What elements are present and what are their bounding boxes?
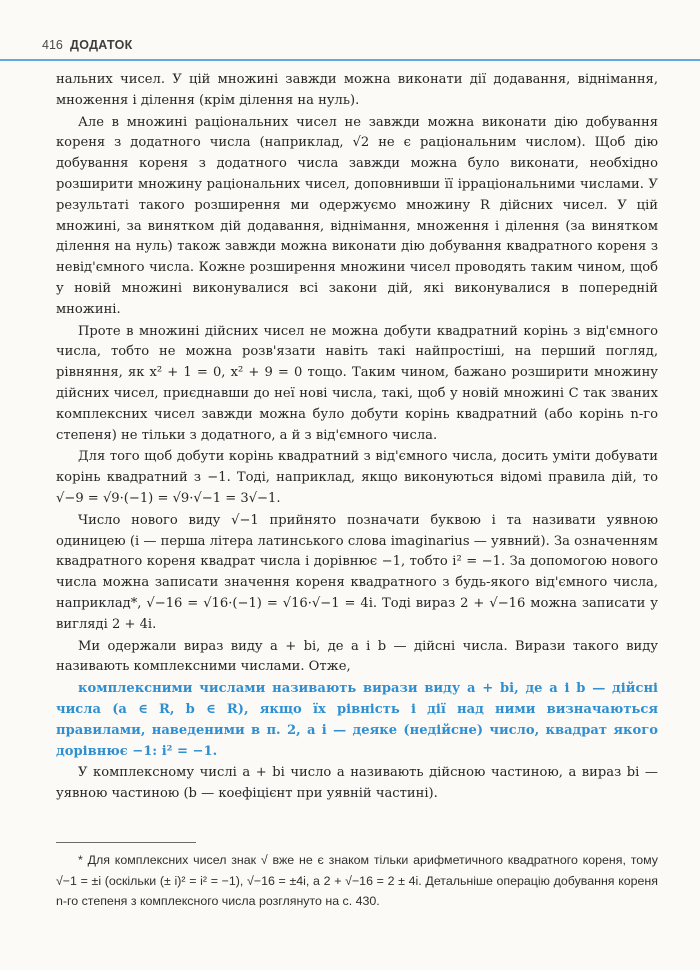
- page-body: [56, 70, 658, 805]
- paragraph: Ми одержали вираз виду a + bi, де a і b — дійсні числа. Вирази такого виду називають комплексними числами. Отже,: [56, 638, 658, 675]
- definition-box: комплексними числами називають вирази виду a + bi, де a і b — дійсні числа (a ∈ R, b ∈ R), якщо їх рівність і дії над ними визначаються правилами, наведеними в п. 2, а i — деяке (недійсне) число, квадрат якого дорівнює −1: i² = −1.: [56, 681, 658, 759]
- footnote-text: * Для комплексних чисел знак √ вже не є знаком тільки арифметичного квадратного кореня, тому √−1 = ±i (оскільки (± i)² = i² = −1), √−16 = ±4i, а 2 + √−16 = 2 ± 4i. Детальніше операцію добування кореня n-го степеня з комплексного числа розглянуто на с. 430.: [56, 853, 658, 909]
- page-header: [0, 0, 700, 70]
- footnote: [56, 850, 658, 912]
- section-title: ДОДАТОК: [70, 38, 133, 52]
- footnote-rule: [56, 842, 196, 843]
- paragraph: Для того щоб добути корінь квадратний з від'ємного числа, досить уміти добувати корінь квадратний з −1. Тоді, наприклад, якщо виконуються відомі правила дій, то √−9 = √9·(−1) = √9·√−1 = 3√−1.: [56, 449, 658, 506]
- paragraph: У комплексному числі a + bi число a називають дійсною частиною, а вираз bi — уявною частиною (b — коефіцієнт при уявній частині).: [56, 765, 658, 802]
- page-number: 416: [42, 38, 63, 52]
- paragraph: Проте в множині дійсних чисел не можна добути квадратний корінь з від'ємного числа, тобто не можна розв'язати навіть такі найпростіші, на перший погляд, рівняння, як x² + 1 = 0, x² + 9 = 0 тощо. Таким чином, бажано розширити множину дійсних чисел, приєднавши до неї нові числа, такі, щоб у новій множині C так званих комплексних чисел завжди можна було добути корінь квадратний (або корінь n-го степеня) не тільки з додатного, а й з від'ємного числа.: [56, 323, 658, 443]
- paragraph: Але в множині раціональних чисел не завжди можна виконати дію добування кореня з додатного числа (наприклад, √2 не є раціональним числом). Щоб дію добування кореня з додатного числа завжди можна було виконати, необхідно розширити множину раціональних чисел, доповнивши її ірраціональними числами. У результаті такого розширення ми одержуємо множину R дійсних чисел. У цій множині, за винятком дій додавання, віднімання, множення і ділення (за винятком ділення на нуль) також завжди можна виконати дію добування квадратного кореня з невід'ємного числа. Кожне розширення множини чисел проводять таким чином, щоб у новій множині виконувалися всі закони дій, які виконувалися в попередній множині.: [56, 114, 658, 317]
- paragraph: Число нового виду √−1 прийнято позначати буквою i та називати уявною одиницею (i — перша літера латинського слова imaginarius — уявний). За означенням квадратного кореня квадрат числа i дорівнює −1, тобто i² = −1. За допомогою нового числа можна записати значення кореня квадратного з будь-якого від'ємного числа, наприклад*, √−16 = √16·(−1) = √16·√−1 = 4i. Тоді вираз 2 + √−16 можна записати у вигляді 2 + 4i.: [56, 512, 658, 632]
- header-rule: [0, 59, 700, 61]
- paragraph: нальних чисел. У цій множині завжди можна виконати дії додавання, віднімання, множення і ділення (крім ділення на нуль).: [56, 72, 658, 108]
